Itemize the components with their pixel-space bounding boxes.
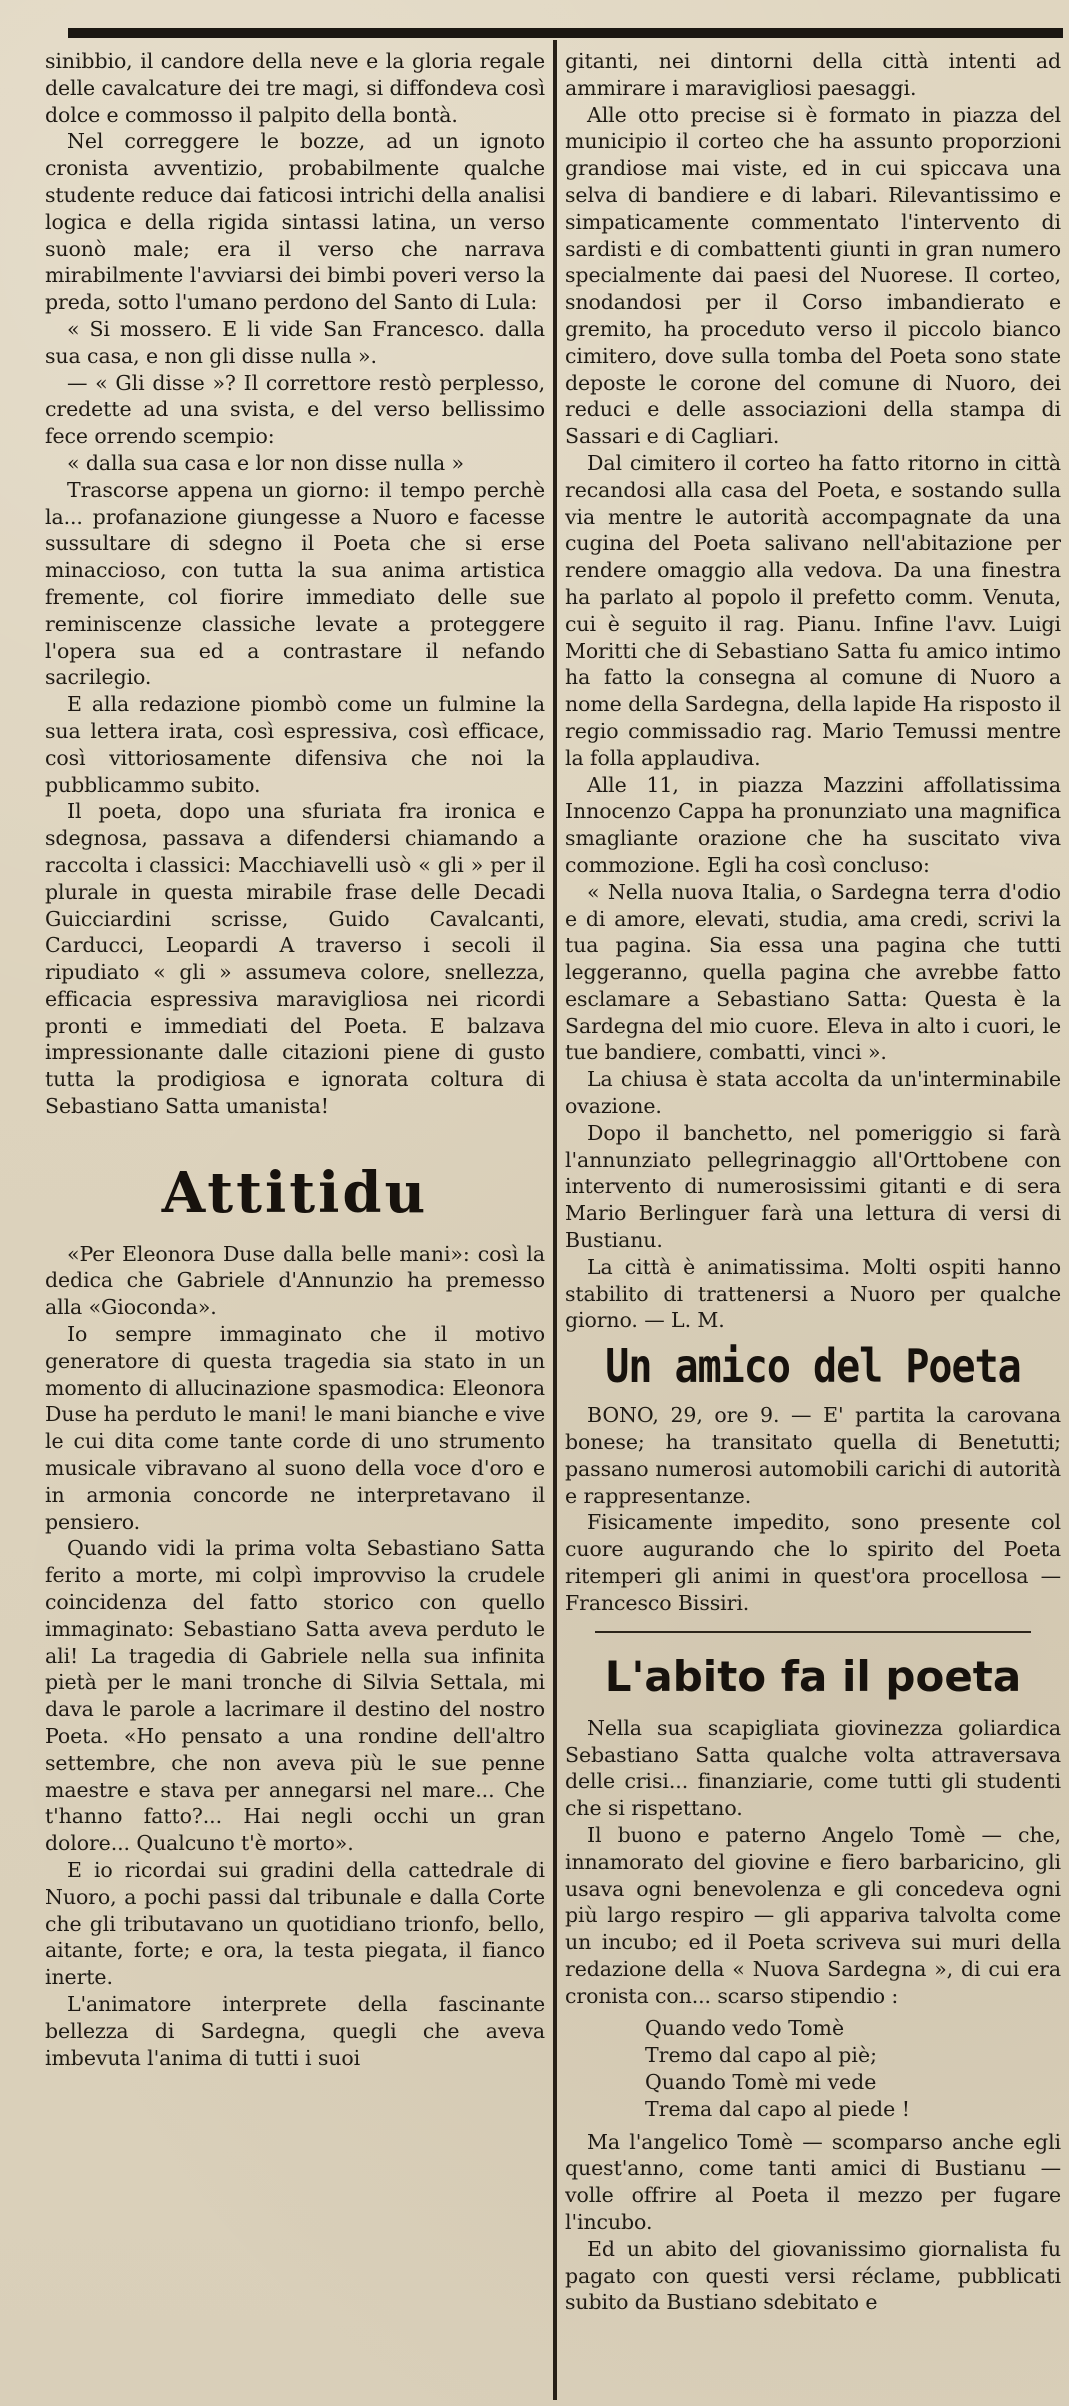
- paragraph: Nel correggere le bozze, ad un ignoto cronista avventizio, probabilmente qualche studente reduce dai faticosi intrichi della analisi logica e della rigida sintassi latina, un verso suonò male; era il verso che narrava mirabilmente l'avviarsi dei bimbi poveri verso la preda, sotto l'umano perdono del Santo di Lula:: [45, 129, 545, 315]
- poem: [645, 2015, 1061, 2122]
- paragraph: E alla redazione piombò come un fulmine la sua lettera irata, così espressiva, così efficace, così vittoriosamente difensiva che noi la pubblicammo subito.: [45, 692, 545, 797]
- paragraph: Alle otto precise si è formato in piazza del municipio il corteo che ha assunto proporzioni grandiose mai viste, ed in cui spiccava una selva di bandiere e di labari. Rilevantissimo e simpaticamente commentato l'intervento di sardisti e di combattenti giunti in gran numero specialmente dai paesi del Nuorese. Il corteo, snodandosi per il Corso imbandierato e gremito, ha proceduto verso il piccolo bianco cimitero, dove sulla tomba del Poeta sono state deposte le corone del comune di Nuoro, dei reduci e delle associazioni della stampa di Sassari e di Cagliari.: [565, 102, 1061, 449]
- headline-un-amico-del-poeta: Un amico del Poeta: [605, 1340, 1021, 1394]
- quoted-verse: « Si mossero. E li vide San Francesco. dalla sua casa, e non gli disse nulla ».: [45, 316, 545, 368]
- right-column: [565, 48, 1061, 2398]
- quoted-verse: « dalla sua casa e lor non disse nulla »: [67, 450, 464, 475]
- quoted-speech: « Nella nuova Italia, o Sardegna terra d'odio e di amore, elevati, studia, ama credi, scrivi la tua pagina. Sia essa una pagina che tutti leggeranno, quella pagina che avrebbe fatto esclamare a Sebastiano Satta: Questa è la Sardegna del mio cuore. Eleva in alto i cuori, le tue bandiere, combatti, vinci ».: [565, 879, 1061, 1065]
- poem-line: Quando Tomè mi vede: [645, 2070, 877, 2095]
- paragraph: Dal cimitero il corteo ha fatto ritorno in città recandosi alla casa del Poeta, e sostando sulla via mentre le autorità accompagnate da una cugina del Poeta salivano nell'abitazione per rendere omaggio alla vedova. Da una finestra ha parlato al popolo il prefetto comm. Venuta, cui è seguito il rag. Pianu. Infine l'avv. Luigi Moritti che di Sebastiano Satta fu amico intimo ha fatto la consegna al comune di Nuoro a nome della Sardegna, della lapide Ha risposto il regio commissadio rag. Mario Temussi mentre la folla applaudiva.: [565, 450, 1061, 770]
- paragraph: Il buono e paterno Angelo Tomè — che, innamorato del giovine e fiero barbaricino, gli usava ogni benevolenza e gli concedeva ogni più largo respiro — gli appariva talvolta come un incubo; ed il Poeta scriveva sui muri della redazione della « Nuova Sardegna », di cui era cronista con... scarso stipendio :: [565, 1822, 1061, 2008]
- headline-l-abito-fa-il-poeta: L'abito fa il poeta: [604, 1651, 1022, 1701]
- column-rule: [553, 40, 557, 2400]
- headline-attitidu: Attitidu: [161, 1159, 429, 1226]
- left-column: [45, 48, 545, 2398]
- paragraph: «Per Eleonora Duse dalla belle mani»: così la dedica che Gabriele d'Annunzio ha premesso alla «Gioconda».: [45, 1241, 545, 1320]
- paragraph: Fisicamente impedito, sono presente col cuore augurando che lo spirito del Poeta ritemperi gli animi in quest'ora procellosa — Francesco Bissiri.: [565, 1510, 1061, 1615]
- paragraph: L'animatore interprete della fascinante bellezza di Sardegna, quegli che aveva imbevuta l'anima di tutti i suoi: [45, 1991, 545, 2070]
- paragraph: La città è animatissima. Molti ospiti hanno stabilito di trattenersi a Nuoro per qualche giorno. — L. M.: [565, 1254, 1061, 1333]
- poem-line: Trema dal capo al piede !: [645, 2096, 910, 2121]
- paragraph: Alle 11, in piazza Mazzini affollatissima Innocenzo Cappa ha pronunziato una magnifica smagliante orazione che ha suscitato viva commozione. Egli ha così concluso:: [565, 772, 1061, 877]
- poem-line: Quando vedo Tomè: [645, 2016, 845, 2041]
- poem-line: Tremo dal capo al piè;: [645, 2043, 878, 2068]
- paragraph: Quando vidi la prima volta Sebastiano Satta ferito a morte, mi colpì improvviso la crudele coincidenza del fatto storico con quello immaginato: Sebastiano Satta aveva perduto le ali! La tragedia di Gabriele nella sua infinita pietà per le mani tronche di Silvia Settala, mi dava le parole a lacrimare il destino del nostro Poeta. «Ho pensato a una rondine dell'altro settembre, che non aveva più le sue penne maestre e stava per annegarsi nel mare... Che t'hanno fatto?... Hai negli occhi un gran dolore... Qualcuno t'è morto».: [45, 1536, 545, 1856]
- paragraph: BONO, 29, ore 9. — E' partita la carovana bonese; ha transitato quella di Benetutti; passano numerosi automobili carichi di autorità e rappresentanze.: [565, 1403, 1061, 1508]
- paragraph: — « Gli disse »? Il correttore restò perplesso, credette ad una svista, e del verso bellissimo fece orrendo scempio:: [45, 370, 545, 449]
- top-rule: [68, 28, 1063, 38]
- story-rule: [595, 1631, 1031, 1633]
- paragraph: Trascorse appena un giorno: il tempo perchè la... profanazione giungesse a Nuoro e facesse sussultare di sdegno il Poeta che si erse minaccioso, con tutta la sua anima artistica fremente, col fiorire immediato delle sue reminiscenze classiche levate a proteggere l'opera sua ed a contrastare il nefando sacrilegio.: [45, 477, 545, 690]
- paragraph: E io ricordai sui gradini della cattedrale di Nuoro, a pochi passi dal tribunale e dalla Corte che gli tributavano un quotidiano trionfo, bello, aitante, forte; e ora, la testa piegata, il fianco inerte.: [45, 1858, 545, 1990]
- paragraph: Ed un abito del giovanissimo giornalista fu pagato con questi versi réclame, pubblicati subito da Bustiano sdebitato e: [565, 2236, 1061, 2315]
- paragraph: Io sempre immaginato che il motivo generatore di questa tragedia sia stato in un momento di allucinazione spasmodica: Eleonora Duse ha perduto le mani! le mani bianche e vive le cui dita come tante corde di uno strumento musicale vibravano al suono della voce d'oro e in armonia concorde ne interpretavano il pensiero.: [45, 1322, 545, 1534]
- paragraph: gitanti, nei dintorni della città intenti ad ammirare i maravigliosi paesaggi.: [565, 49, 1061, 100]
- paragraph: Il poeta, dopo una sfuriata fra ironica e sdegnosa, passava a difendersi chiamando a raccolta i classici: Macchiavelli usò « gli » per il plurale in questa mirabile frase delle Decadi Guicciardini scrisse, Guido Cavalcanti, Carducci, Leopardi A traverso i secoli il ripudiato « gli » assumeva colore, snellezza, efficacia espressiva maravigliosa nei ricordi pronti e immediati del Poeta. E balzava impressionante dalle citazioni piene di gusto tutta la prodigiosa e ignorata coltura di Sebastiano Satta umanista!: [45, 799, 545, 1119]
- paragraph: Ma l'angelico Tomè — scomparso anche egli quest'anno, come tanti amici di Bustianu — volle offrire al Poeta il mezzo per fugare l'incubo.: [565, 2129, 1061, 2235]
- paragraph: Nella sua scapigliata giovinezza goliardica Sebastiano Satta qualche volta attraversava delle crisi... finanziarie, come tutti gli studenti che si rispettano.: [565, 1715, 1061, 1821]
- paragraph: Dopo il banchetto, nel pomeriggio si farà l'annunziato pellegrinaggio all'Orttobene con intervento di numerosissimi gitanti e di sera Mario Berlinguer farà una lettura di versi di Bustianu.: [565, 1120, 1061, 1253]
- paragraph: La chiusa è stata accolta da un'interminabile ovazione.: [565, 1067, 1061, 1119]
- paragraph: sinibbio, il candore della neve e la gloria regale delle cavalcature dei tre magi, si diffondeva così dolce e commosso il palpito della bontà.: [45, 49, 545, 127]
